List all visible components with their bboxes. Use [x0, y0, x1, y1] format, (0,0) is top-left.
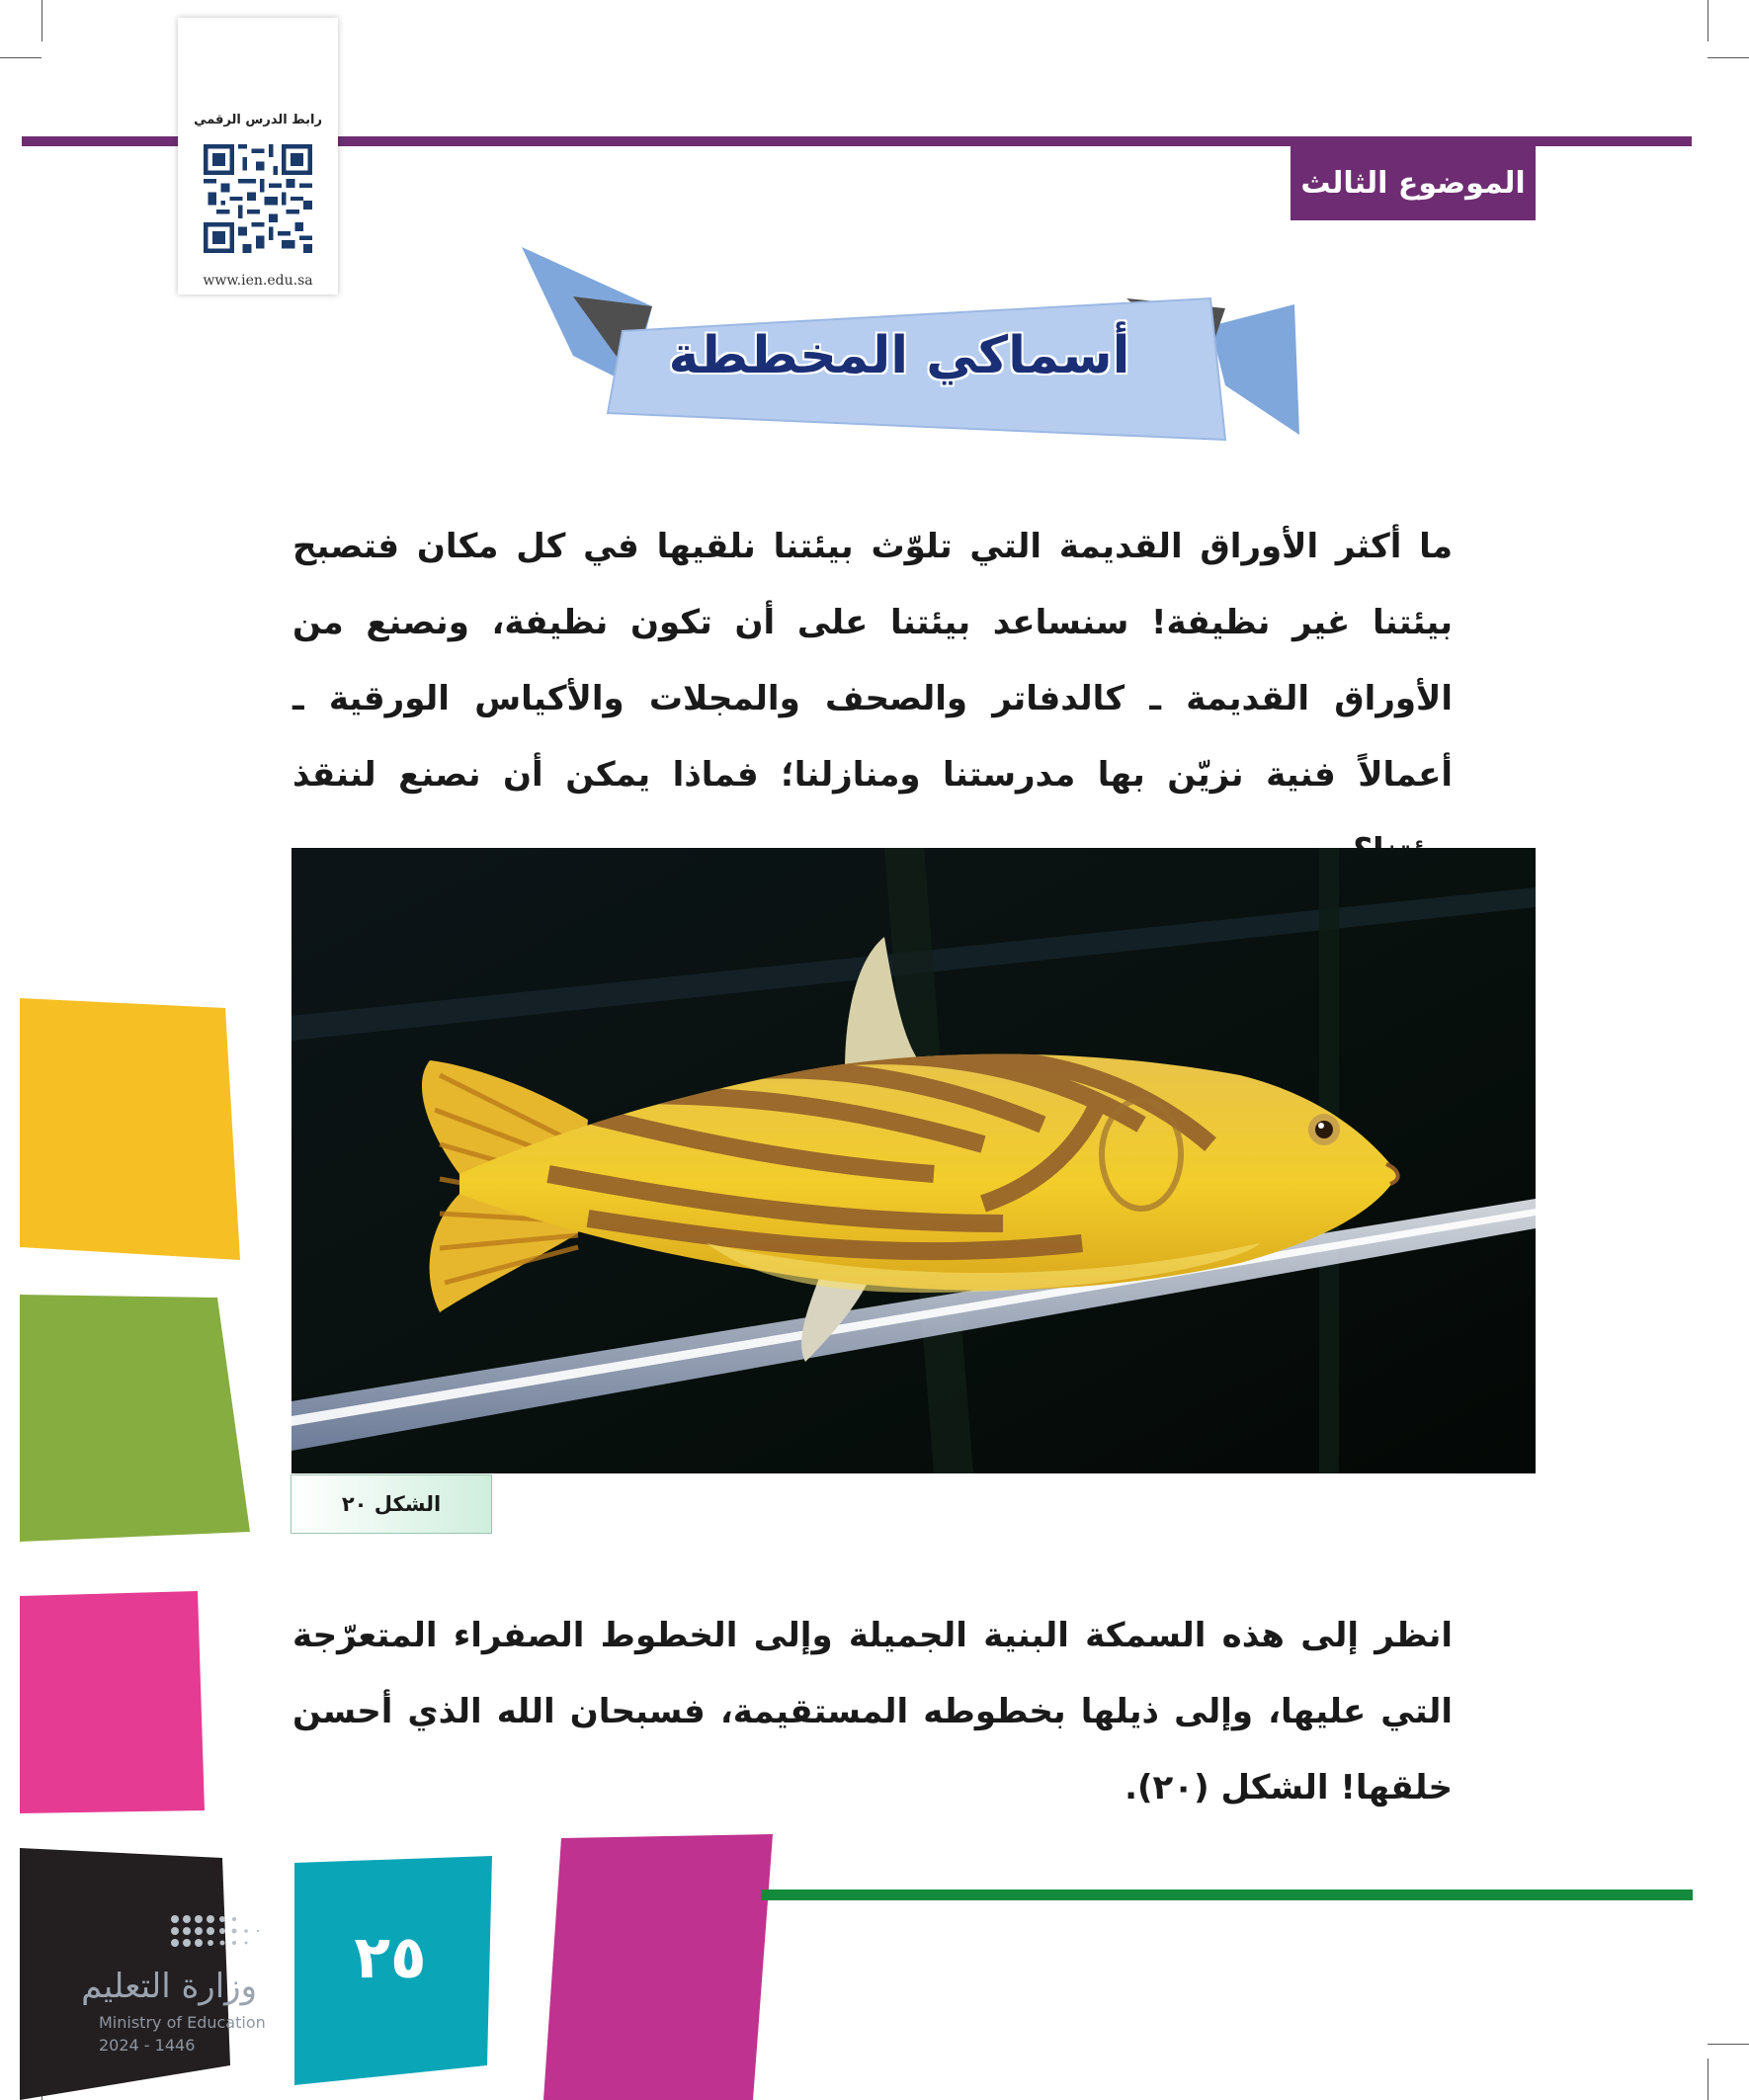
- ministry-name-english: Ministry of Education: [99, 2013, 266, 2032]
- edition-year: 2024 - 1446: [99, 2036, 196, 2055]
- green-block: [20, 1295, 250, 1542]
- topic-label: الموضوع الثالث: [1300, 165, 1526, 201]
- ministry-name-arabic: وزارة التعليم: [81, 1967, 257, 2006]
- lesson-title: أسماكي المخططة: [668, 326, 1130, 385]
- intro-paragraph: ما أكثر الأوراق القديمة التي تلوّث بيئتنا نلقيها في كل مكان فتصبح بيئتنا غير نظيفة! سنساعد بيئتنا على أن تكون نظيفة، ونصنع من الأوراق القديمة ـ كالدفاتر والصحف والمجلات والأكياس الورقية ـ أعمالاً فنية نزيّن بها مدرستنا ومنازلنا؛ فماذا يمكن أن نصنع لننقذ: [292, 527, 1453, 795]
- observation-paragraph: انظر إلى هذه السمكة البنية الجميلة وإلى الخطوط الصفراء المتعرّجة التي عليها، وإلى ذيلها بخطوطه المستقيمة، فسبحان الله الذي أحسن خلقها! الشكل (٢٠).: [292, 1616, 1453, 1807]
- page-number: ٢٥: [354, 1923, 427, 1992]
- qr-label: رابط الدرس الرقمي: [194, 113, 322, 127]
- topic-tag: [1291, 145, 1536, 220]
- footer-rule: [761, 1890, 1693, 1900]
- ministry-logo-icon: [94, 1907, 292, 1967]
- qr-code-icon[interactable]: [204, 144, 312, 253]
- qr-card[interactable]: [178, 18, 338, 294]
- crop-mark: [0, 57, 42, 58]
- magenta-block: [543, 1834, 773, 2100]
- yellow-block: [20, 998, 240, 1260]
- crop-mark: [1707, 57, 1749, 58]
- crop-mark: [1707, 0, 1708, 42]
- qr-url[interactable]: www.ien.edu.sa: [203, 273, 313, 289]
- figure-caption-text: الشكل ٢٠: [341, 1492, 442, 1516]
- pink-block: [20, 1591, 205, 1813]
